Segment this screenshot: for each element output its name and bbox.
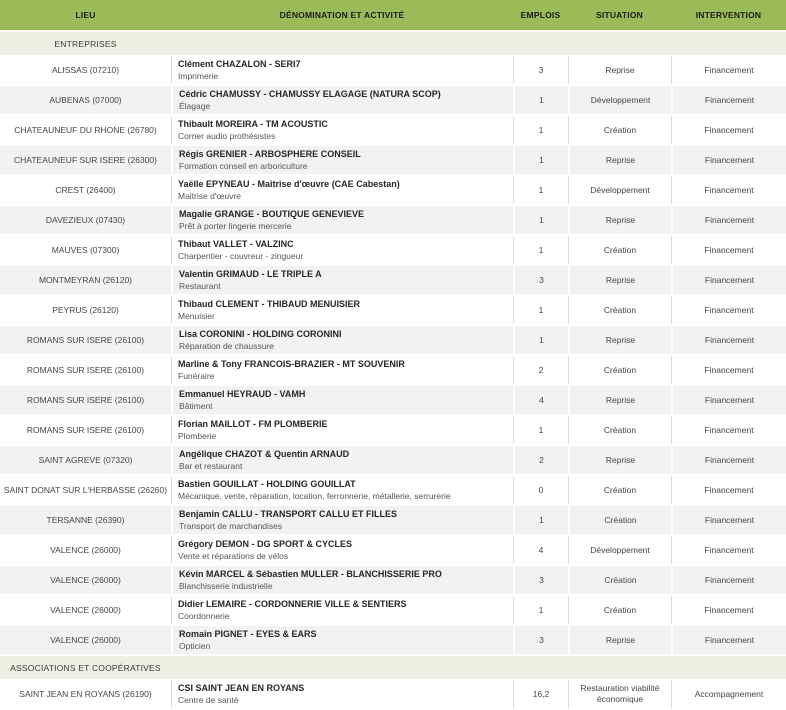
table-body [0,32,786,710]
intervention-cell: Financement [671,536,786,564]
lieu-cell: CHATEAUNEUF SUR ISERE (26300) [14,154,157,165]
lieu-cell: MONTMEYRAN (26120) [38,274,133,285]
situation-cell: Développement [568,536,671,564]
table-row [0,386,786,416]
lieu-cell: ROMANS SUR ISERE (26100) [26,364,145,375]
intervention-cell: Financement [671,446,786,474]
section-header-row [0,656,786,680]
situation-cell: Reprise [568,56,671,84]
intervention-cell: Financement [671,146,786,174]
activity-label: Maitrise d'œuvre [178,191,242,201]
company-name: Clément CHAZALON - SERI7 [178,59,301,69]
company-name: Thibaud CLEMENT - THIBAUD MENUISIER [178,299,360,309]
intervention-cell: Financement [671,86,786,114]
activity-label: Centre de santé [178,695,239,705]
table-row [0,146,786,176]
lieu-cell: CREST (26400) [55,184,116,195]
emplois-cell: 1 [513,506,568,534]
situation-cell: Reprise [568,446,671,474]
denomination-cell [171,416,513,444]
activity-label: Corner audio prothésistes [178,131,276,141]
table-row [0,326,786,356]
table-row [0,680,786,710]
lieu-cell: VALENCE (26000) [50,574,121,585]
denomination-cell [171,626,513,654]
company-name: Emmanuel HEYRAUD - VAMH [179,389,306,399]
emplois-cell: 1 [513,86,568,114]
denomination-cell [171,506,513,534]
lieu-cell: VALENCE (26000) [50,604,121,615]
intervention-cell: Financement [671,326,786,354]
company-name: Kévin MARCEL & Sébastien MULLER - BLANCHISSERIE PRO [179,569,442,579]
situation-cell: Développement [568,176,671,204]
intervention-cell: Financement [671,386,786,414]
intervention-cell: Financement [671,356,786,384]
situation-cell: Création [568,116,671,144]
activity-label: Plomberie [178,431,217,441]
lieu-cell: SAINT AGREVE (07320) [38,454,133,465]
intervention-cell: Financement [671,626,786,654]
intervention-cell: Financement [671,566,786,594]
table-row [0,266,786,296]
denomination-cell [171,386,513,414]
emplois-cell: 0 [513,476,568,504]
table-row [0,296,786,326]
activity-label: Restaurant [179,281,221,291]
denomination-cell [171,326,513,354]
activity-label: Transport de marchandises [179,521,283,531]
emplois-cell: 3 [513,626,568,654]
intervention-cell: Financement [671,56,786,84]
emplois-cell: 1 [513,326,568,354]
denomination-cell [171,296,513,324]
activity-label: Menuisier [178,311,215,321]
company-name: Thibault MOREIRA - TM ACOUSTIC [178,119,328,129]
emplois-cell: 1 [513,416,568,444]
activity-label: Vente et réparations de vélos [178,551,289,561]
company-name: Régis GRENIER - ARBOSPHERE CONSEIL [179,149,361,159]
activity-label: Funéraire [178,371,215,381]
lieu-cell: SAINT DONAT SUR L'HERBASSE (26260) [3,484,168,495]
emplois-cell: 2 [513,446,568,474]
table-row [0,86,786,116]
intervention-cell: Financement [671,296,786,324]
table-row [0,56,786,86]
denomination-cell [171,356,513,384]
situation-cell: Création [568,476,671,504]
denomination-cell [171,236,513,264]
table-row [0,626,786,656]
denomination-cell [171,146,513,174]
lieu-cell: VALENCE (26000) [50,634,121,645]
intervention-cell: Accompagnement [671,680,786,708]
emplois-cell: 1 [513,296,568,324]
intervention-cell: Financement [671,416,786,444]
activity-label: Blanchisserie industrielle [179,581,273,591]
intervention-cell: Financement [671,476,786,504]
lieu-cell: DAVEZIEUX (07430) [45,214,126,225]
intervention-cell: Financement [671,116,786,144]
intervention-cell: Financement [671,596,786,624]
column-header-situation: SITUATION [596,10,643,20]
denomination-cell [171,536,513,564]
denomination-cell [171,206,513,234]
column-header-intervention: INTERVENTION [695,10,762,20]
table-row [0,206,786,236]
emplois-cell: 4 [513,536,568,564]
lieu-cell: VALENCE (26000) [50,544,121,555]
denomination-cell [171,176,513,204]
company-name: Yaëlle EPYNEAU - Maitrise d'œuvre (CAE Cabestan) [178,179,400,189]
lieu-cell: PEYRUS (26120) [52,304,119,315]
emplois-cell: 1 [513,236,568,264]
table-row [0,236,786,266]
section-header-row [0,32,786,56]
emplois-cell: 16,2 [513,680,568,708]
denomination-cell [171,446,513,474]
table-row [0,416,786,446]
table-row [0,596,786,626]
section-title: ASSOCIATIONS ET COOPÉRATIVES [10,662,161,673]
company-name: Benjamin CALLU - TRANSPORT CALLU ET FILLES [179,509,397,519]
table-row [0,356,786,386]
intervention-cell: Financement [671,266,786,294]
activity-label: Mécanique, vente, réparation, location, ferronnerie, métallerie, serrurerie [178,491,451,501]
lieu-cell: SAINT JEAN EN ROYANS (26190) [19,688,152,699]
lieu-cell: AUBENAS (07000) [49,94,122,105]
table-row [0,506,786,536]
table-row [0,476,786,506]
emplois-cell: 1 [513,146,568,174]
emplois-cell: 1 [513,176,568,204]
company-name: Thibaut VALLET - VALZINC [178,239,294,249]
company-name: Didier LEMAIRE - CORDONNERIE VILLE & SENTIERS [178,599,407,609]
activity-label: Prêt à porter lingerie mercerie [179,221,292,231]
company-name: Bastien GOUILLAT - HOLDING GOUILLAT [178,479,356,489]
company-name: CSI SAINT JEAN EN ROYANS [178,683,305,693]
intervention-cell: Financement [671,176,786,204]
lieu-cell: ALISSAS (07210) [51,64,120,75]
denomination-cell [171,596,513,624]
company-name: Magalie GRANGE - BOUTIQUE GENEVIEVE [179,209,365,219]
company-name: Marline & Tony FRANCOIS-BRAZIER - MT SOUVENIR [178,359,405,369]
lieu-cell: ROMANS SUR ISERE (26100) [26,394,145,405]
column-header-lieu: LIEU [75,10,96,20]
company-name: Grégory DEMON - DG SPORT & CYCLES [178,539,353,549]
denomination-cell [171,116,513,144]
situation-cell: Reprise [568,266,671,294]
emplois-cell: 1 [513,116,568,144]
activity-label: Élagage [179,101,211,111]
situation-cell: Création [568,506,671,534]
situation-cell: Création [568,296,671,324]
situation-cell: Création [568,236,671,264]
lieu-cell: MAUVES (07300) [51,244,120,255]
table-row [0,446,786,476]
situation-cell: Création [568,356,671,384]
denomination-cell [171,680,513,708]
denomination-cell [171,56,513,84]
situation-cell: Restauration viabilité économique [568,680,671,708]
situation-cell: Reprise [568,386,671,414]
activity-label: Bâtiment [179,401,213,411]
situation-cell: Reprise [568,206,671,234]
emplois-cell: 3 [513,566,568,594]
table-header-row [0,0,786,32]
company-name: Angélique CHAZOT & Quentin ARNAUD [179,449,350,459]
activity-label: Charpentier - couvreur - zingueur [178,251,304,261]
denomination-cell [171,476,513,504]
denomination-cell [171,86,513,114]
column-header-denomination: DÉNOMINATION ET ACTIVITÉ [279,10,405,20]
company-name: Valentin GRIMAUD - LE TRIPLE A [179,269,322,279]
table-row [0,116,786,146]
activity-label: Imprimerie [178,71,219,81]
emplois-cell: 4 [513,386,568,414]
lieu-cell: TERSANNE (26390) [46,514,125,525]
table-row [0,176,786,206]
company-name: Florian MAILLOT - FM PLOMBERIE [178,419,328,429]
company-name: Romain PIGNET - EYES & EARS [179,629,317,639]
situation-cell: Reprise [568,626,671,654]
emplois-cell: 2 [513,356,568,384]
intervention-cell: Financement [671,236,786,264]
activity-label: Coordonnerie [178,611,230,621]
lieu-cell: ROMANS SUR ISERE (26100) [26,424,145,435]
activity-label: Formation conseil en arboriculture [179,161,308,171]
company-name: Lisa CORONINI - HOLDING CORONINI [179,329,342,339]
column-header-emplois: EMPLOIS [520,10,561,20]
section-title: ENTREPRISES [54,38,117,49]
situation-cell: Création [568,416,671,444]
lieu-cell: ROMANS SUR ISERE (26100) [26,334,145,345]
lieu-cell: CHATEAUNEUF DU RHONE (26780) [14,124,157,135]
emplois-cell: 1 [513,596,568,624]
emplois-cell: 1 [513,206,568,234]
activity-label: Réparation de chaussure [179,341,274,351]
situation-cell: Reprise [568,146,671,174]
situation-cell: Développement [568,86,671,114]
denomination-cell [171,266,513,294]
intervention-cell: Financement [671,206,786,234]
table-row [0,566,786,596]
activity-label: Bar et restaurant [179,461,243,471]
emplois-cell: 3 [513,266,568,294]
activity-label: Opticien [179,641,211,651]
emplois-cell: 3 [513,56,568,84]
company-name: Cédric CHAMUSSY - CHAMUSSY ELAGAGE (NATURA SCOP) [179,89,441,99]
situation-cell: Reprise [568,326,671,354]
denomination-cell [171,566,513,594]
situation-cell: Création [568,566,671,594]
intervention-cell: Financement [671,506,786,534]
situation-cell: Création [568,596,671,624]
table-row [0,536,786,566]
